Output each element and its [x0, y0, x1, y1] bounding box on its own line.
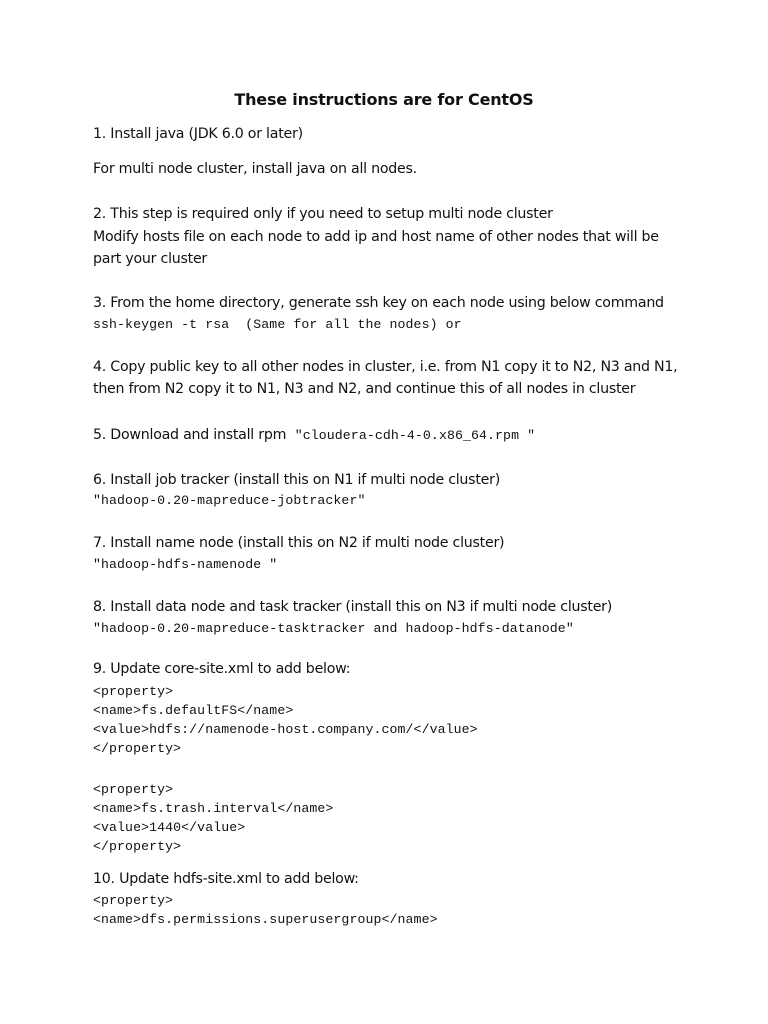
step-8: 8. Install data node and task tracker (install this on N3 if multi node cluster) — [93, 599, 613, 615]
step-2-line-3: part your cluster — [93, 251, 208, 267]
step-9: 9. Update core-site.xml to add below: — [93, 661, 351, 677]
step-3: 3. From the home directory, generate ssh key on each node using below command — [93, 295, 664, 311]
code-line: <value>1440</value> — [93, 820, 246, 835]
step-7-package: "hadoop-hdfs-namenode " — [93, 557, 278, 572]
step-5-label: 5. Download and install rpm — [93, 427, 287, 443]
code-line: <value>hdfs://namenode-host.company.com/</value> — [93, 722, 478, 737]
step-3-command: ssh-keygen -t rsa (Same for all the nodes) or — [93, 317, 462, 332]
code-line: </property> — [93, 839, 182, 854]
step-5-rpm: "cloudera-cdh-4-0.x86_64.rpm " — [294, 428, 536, 443]
step-1-note: For multi node cluster, install java on all nodes. — [93, 161, 417, 177]
code-line: <property> — [93, 684, 174, 699]
step-6-package: "hadoop-0.20-mapreduce-jobtracker" — [93, 493, 366, 508]
code-line: <name>dfs.permissions.superusergroup</name> — [93, 912, 438, 927]
step-2-line-2: Modify hosts file on each node to add ip and host name of other nodes that will be — [93, 229, 659, 245]
code-line: </property> — [93, 741, 182, 756]
step-8-package: "hadoop-0.20-mapreduce-tasktracker and hadoop-hdfs-datanode" — [93, 621, 574, 636]
step-7: 7. Install name node (install this on N2 if multi node cluster) — [93, 535, 505, 551]
code-line: <property> — [93, 782, 174, 797]
code-line: <name>fs.trash.interval</name> — [93, 801, 334, 816]
step-4-line-2: then from N2 copy it to N1, N3 and N2, and continue this of all nodes in cluster — [93, 381, 636, 397]
step-4-line-1: 4. Copy public key to all other nodes in cluster, i.e. from N1 copy it to N2, N3 and N1, — [93, 359, 678, 375]
code-line: <property> — [93, 893, 174, 908]
step-2-line-1: 2. This step is required only if you need to setup multi node cluster — [93, 206, 553, 222]
step-5 — [93, 427, 535, 443]
step-6: 6. Install job tracker (install this on N1 if multi node cluster) — [93, 472, 500, 488]
step-10: 10. Update hdfs-site.xml to add below: — [93, 871, 359, 887]
document-title: These instructions are for CentOS — [234, 90, 534, 109]
step-1: 1. Install java (JDK 6.0 or later) — [93, 126, 303, 142]
code-line: <name>fs.defaultFS</name> — [93, 703, 294, 718]
